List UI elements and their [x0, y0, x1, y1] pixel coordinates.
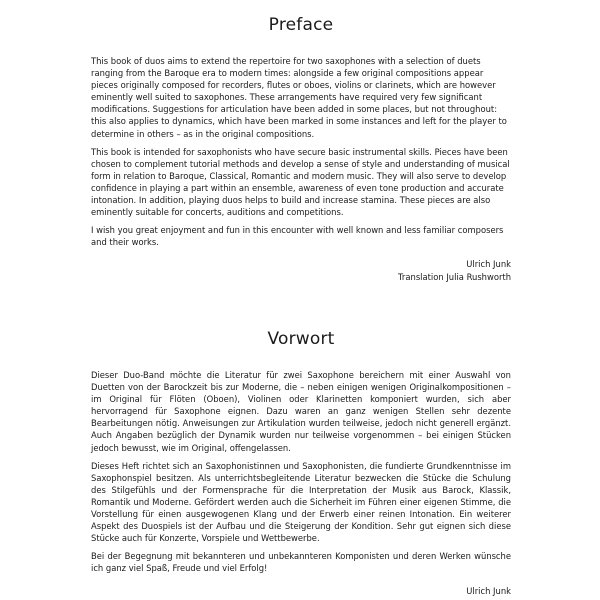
vorwort-title: Vorwort: [267, 329, 335, 349]
vorwort-author: Ulrich Junk: [466, 585, 511, 596]
preface-title: Preface: [268, 15, 334, 35]
preface-signature-block: [91, 258, 511, 282]
preface-paragraph: This book is intended for saxophonists who have secure basic instrumental skills. Pieces have been chosen to complement tutorial methods and develop a sense of style and understanding of musical form in relation to Baroque, Classical, Romantic and modern music. They will also serve to develop confidence in playing a part within an ensemble, awareness of even tone production and accurate intonation. In addition, playing duos helps to build and increase stamina. These pieces are also eminently suitable for concerts, auditions and competitions.: [91, 146, 510, 218]
preface-paragraph: This book of duos aims to extend the repertoire for two saxophones with a selection of duets ranging from the Baroque era to modern times: alongside a few original compositions appear pieces originally composed for recorders, flutes or oboes, violins or clarinets, which are however eminently well suited to saxophones. These arrangements have required very few significant modifications. Suggestions for articulation have been added in some places, but not throughout: this also applies to dynamics, which have been marked in some instances and left for the player to determine in others – as in the original compositions.: [91, 56, 507, 139]
vorwort-paragraph: Dieser Duo-Band möchte die Literatur für zwei Saxophone bereichern mit einer Auswahl von Duetten von der Barockzeit bis zur Moderne, die – neben einigen wenigen Originalkompositionen – im Original für Flöten (Oboen), Violinen oder Klarinetten komponiert wurden, sich aber hervorragend für Saxophone eignen. Dazu waren an ganz wenigen Stellen sehr dezente Bearbeitungen nötig. Anweisungen zur Artikulation wurden teilweise, jedoch nicht generell ergänzt. Auch Angaben bezüglich der Dynamik wurden nur teilweise vorgenommen – bei einigen Stücken jedoch bewusst, wie im Original, offengelassen.: [91, 370, 511, 453]
preface-section: [91, 14, 511, 283]
preface-author: Ulrich Junk: [466, 259, 511, 270]
preface-paragraph: I wish you great enjoyment and fun in this encounter with well known and less familiar composers and their works.: [91, 225, 504, 248]
vorwort-section: [91, 328, 511, 597]
vorwort-signature-block: [91, 585, 511, 597]
vorwort-paragraph: Bei der Begegnung mit bekannteren und unbekannteren Komponisten und deren Werken wünsche ich ganz viel Spaß, Freude und viel Erfolg!: [91, 551, 511, 574]
preface-translation-credit: Translation Julia Rushworth: [398, 271, 511, 282]
vorwort-paragraph: Dieses Heft richtet sich an Saxophonistinnen und Saxophonisten, die fundierte Grundkenntnisse im Saxophonspiel besitzen. Als unterrichtsbegleitende Literatur bezwecken die Stücke die Schulung des Stilgefühls und der Formensprache für die Interpretation der Musik aus Barock, Klassik, Romantik und Moderne. Gefördert werden auch die Sicherheit im Führen einer eigenen Stimme, die Vorstellung für einen ausgewogenen Klang und der Erwerb einer reinen Intonation. Ein weiterer Aspekt des Duospiels ist der Aufbau und die Steigerung der Kondition. Sehr gut eignen sich diese Stücke auch für Konzerte, Vorspiele und Wettbewerbe.: [91, 460, 511, 544]
